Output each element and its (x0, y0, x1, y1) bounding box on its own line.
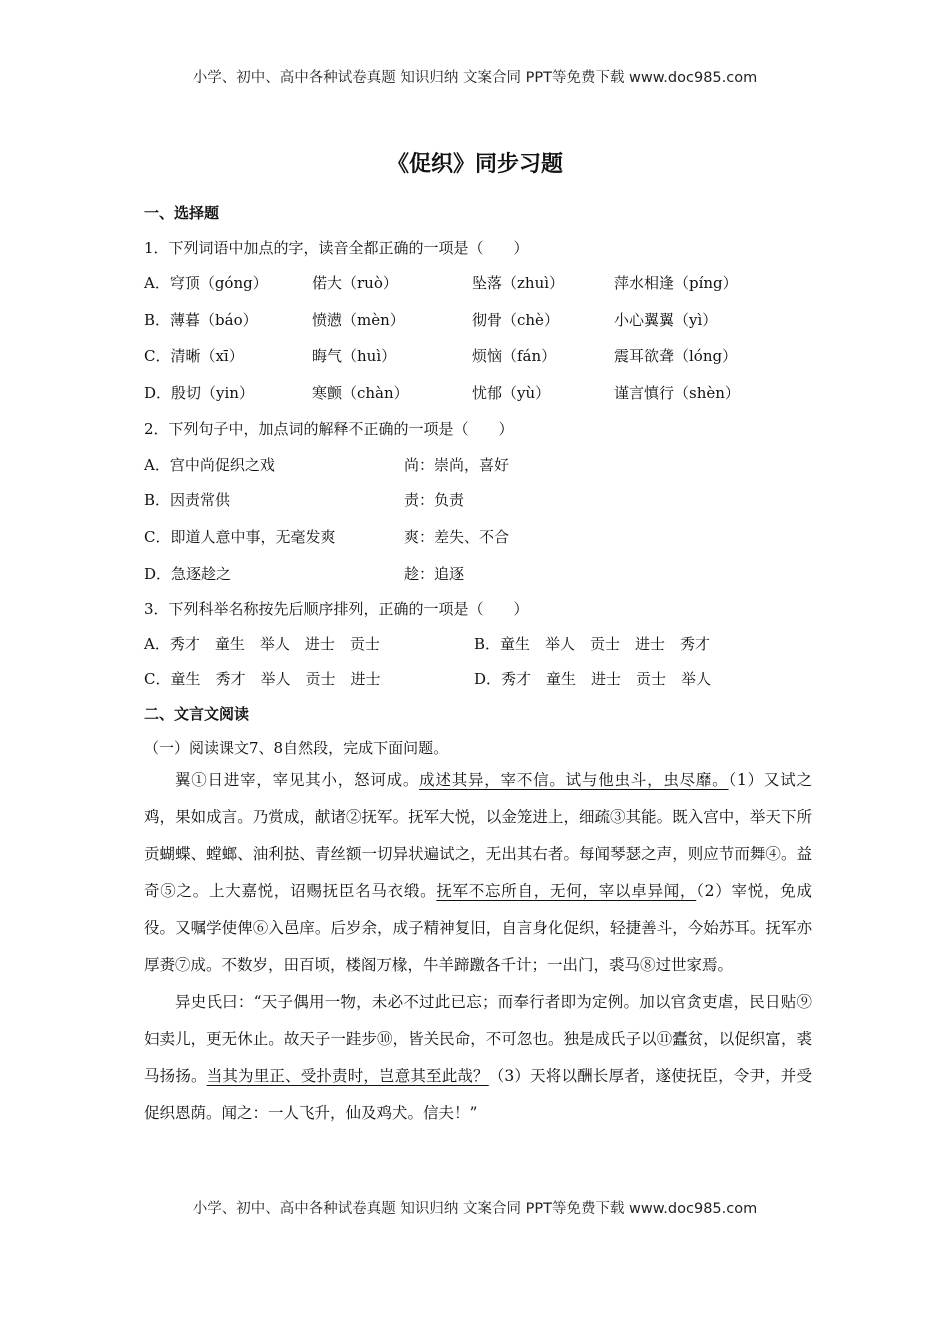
question-2-option-d: D．急逐趁之 趁：追逐 (144, 565, 465, 583)
section-heading-reading: 二、文言文阅读 (144, 705, 250, 723)
section-heading-choice: 一、选择题 (144, 204, 220, 222)
reading-intro: （一）阅读课文7、8自然段，完成下面问题。 (144, 739, 449, 757)
question-1-stem: 1．下列词语中加点的字，读音全都正确的一项是（ ） (144, 239, 529, 257)
passage-paragraph-2: 异史氏曰：“天子偶用一物，未必不过此已忘；而奉行者即为定例。加以官贪吏虐，民日贴⑨妇卖儿，更无休止。故天子一跬步⑩，皆关民命，不可忽也。独是成氏子以⑪蠹贫，以促织富，裘马扬扬。当其为里正、受扑责时，岂意其至此哉？（3）天将以酬长厚者，遂使抚臣，令尹，并受促织恩荫。闻之：一人飞升，仙及鸡犬。信夫！” (144, 993, 812, 1122)
question-3-options-ab: A．秀才 童生 举人 进士 贡士 B．童生 举人 贡士 进士 秀才 (144, 635, 711, 653)
page-header: 小学、初中、高中各种试卷真题 知识归纳 文案合同 PPT等免费下载 www.doc985.com (192, 70, 758, 86)
question-2-option-c: C．即道人意中事，无毫发爽 爽：差失、不合 (144, 528, 510, 546)
question-3-stem: 3．下列科举名称按先后顺序排列，正确的一项是（ ） (144, 600, 529, 618)
question-2-option-a: A．宫中尚促织之戏 尚：崇尚，喜好 (144, 456, 510, 474)
page-footer: 小学、初中、高中各种试卷真题 知识归纳 文案合同 PPT等免费下载 www.doc985.com (192, 1201, 758, 1217)
question-3-options-cd: C．童生 秀才 举人 贡士 进士 D．秀才 童生 进士 贡士 举人 (144, 670, 712, 688)
question-2-option-b: B．因责常供 责：负责 (144, 491, 465, 509)
reading-passage (144, 762, 812, 1132)
question-1-option-b: B．薄暮（báo） 愤懑（mèn） 彻骨（chè） 小心翼翼（yì） (144, 311, 718, 329)
question-1-option-d: D．殷切（yin） 寒颤（chàn） 忧郁（yù） 谨言慎行（shèn） (144, 384, 740, 402)
question-1-option-a: A．穹顶（góng） 偌大（ruò） 坠落（zhuì） 萍水相逢（píng） (144, 274, 738, 292)
question-2-stem: 2．下列句子中，加点词的解释不正确的一项是（ ） (144, 420, 514, 438)
passage-paragraph-1: 翼①日进宰，宰见其小，怒诃成。成述其异，宰不信。试与他虫斗，虫尽靡。（1）又试之鸡，果如成言。乃赏成，献诸②抚军。抚军大悦，以金笼进上，细疏③其能。既入宫中，举天下所贡蝴蝶、螳螂、油利挞、青丝额一切异状遍试之，无出其右者。每闻琴瑟之声，则应节而舞④。益奇⑤之。上大嘉悦，诏赐抚臣名马衣缎。抚军不忘所自，无何，宰以卓异闻，（2）宰悦，免成役。又嘱学使俾⑥入邑庠。后岁余，成子精神复旧，自言身化促织，轻捷善斗，今始苏耳。抚军亦厚赉⑦成。不数岁，田百顷，楼阁万椽，牛羊蹄躈各千计；一出门，裘马⑧过世家焉。 (144, 771, 812, 974)
page-title: 《促织》同步习题 (386, 152, 563, 177)
question-1-option-c: C．清晰（xī） 晦气（huì） 烦恼（fán） 震耳欲聋（lóng） (144, 347, 738, 365)
